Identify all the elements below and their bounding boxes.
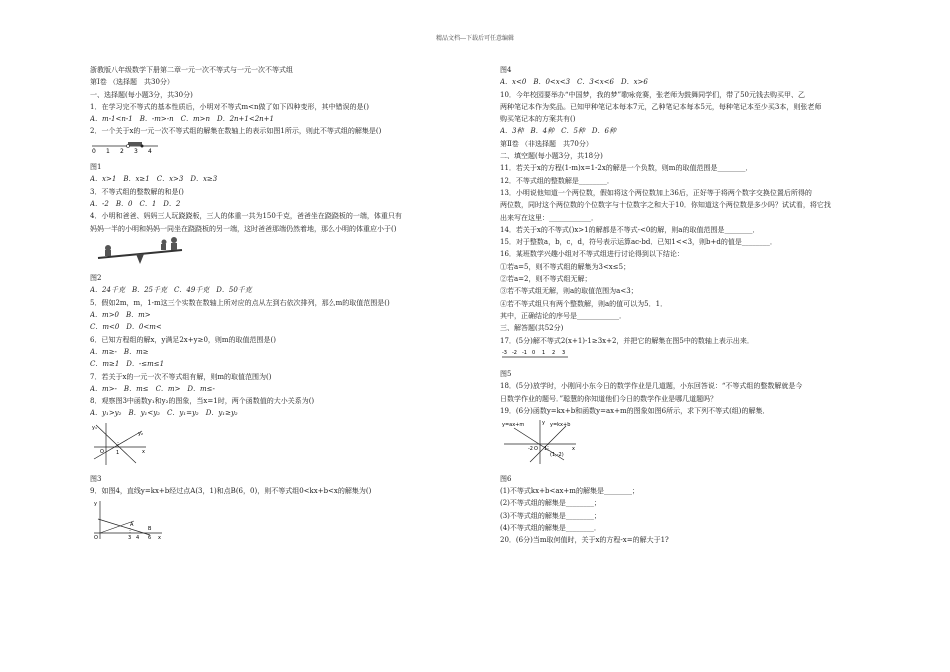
fig4-label: A (130, 521, 134, 528)
fig5-tick: 1 (542, 349, 546, 356)
text-line: ③若不等式组无解，则a的取值范围为a<3； (500, 287, 638, 296)
fig4-label: O (94, 534, 98, 541)
text-line: 9．如图4，直线y=kx+b经过点A(3，1)和点B(6，0)，则不等式组0<kx+b<x的解集为() (90, 487, 372, 496)
fig4-label: 3 (128, 534, 132, 541)
text-line: 二、填空题(每小题3分，共18分) (500, 152, 603, 161)
answer-options: C．m≥1 D．-≤m≤1 (90, 360, 165, 369)
fig4-label: 6 (148, 534, 152, 541)
fig6-label: (1,-2) (550, 452, 564, 459)
function-graph-figure-6 (500, 418, 580, 466)
text-line: 16．某班数学兴趣小组对不等式组进行讨论得到以下结论： (500, 250, 684, 259)
answer-options: C．m<0 D．0<m< (90, 323, 162, 332)
answer-options: A．-2 B．0 C．1 D．2 (90, 199, 181, 208)
seesaw-figure (90, 236, 190, 266)
text-line: 日数学作业的题号．”聪慧的你知道他们今日的数学作业是哪几道题吗？ (500, 394, 718, 403)
text-line: 6．已知方程组的解x，y满足2x+y≥0，则m的取值范围是() (90, 335, 276, 344)
answer-options: A．x<0 B．0<x<3 C．3<x<6 D．x>6 (500, 78, 648, 87)
figure-caption: 图1 (90, 163, 102, 172)
fig3-label: y₂ (138, 430, 143, 437)
text-line: 1．在学习完不等式的基本性质后，小明对不等式m<n做了如下四种变形，其中错误的是() (90, 102, 369, 111)
fig1-tick: 1 (106, 147, 110, 155)
fig3-label: O (100, 448, 104, 455)
figure-caption: 图6 (500, 474, 512, 483)
function-graph-figure-3 (90, 421, 150, 467)
fig6-label: O (534, 446, 538, 453)
text-line: 浙教版八年级数学下册第二章一元一次不等式与一元一次不等式组 (90, 66, 293, 74)
fig5-tick: -3 (502, 349, 507, 356)
text-line: 妈妈一半的小明和妈妈一同坐在跷跷板的另一端，这时爸爸那端仍然着地，那么小明的体重应小于() (90, 224, 397, 233)
fig3-label: x (142, 448, 145, 455)
figure-caption: 图4 (500, 66, 512, 74)
fig1-ticks (92, 148, 152, 155)
line-graph-figure-4 (90, 499, 164, 541)
fig1-tick: 3 (134, 147, 138, 155)
text-line: ①若a=5，则不等式组的解集为3<x≤5； (500, 262, 631, 271)
text-line: 7．若关于x的一元一次不等式组有解，则m的取值范围为() (90, 372, 272, 381)
fig6-label: y (542, 420, 545, 427)
fig6-label: -2 (528, 446, 533, 453)
text-line: 20．(6分)当m取何值时，关于x的方程-x=的解大于1? (500, 536, 669, 545)
fig6-label: 1 (544, 446, 548, 453)
right-column (500, 64, 880, 546)
text-line: 两种笔记本作为奖品。已知甲种笔记本每本7元，乙种笔记本每本5元，每种笔记本至少买3本，则张老师 (500, 102, 822, 111)
answer-options: A．m>- B．m≤ C．m> D．m≤- (90, 384, 215, 393)
fig5-ticks (502, 350, 565, 356)
fig3-label: y₁ (92, 424, 97, 431)
text-line: 第Ⅰ卷 （选择题 共30分） (90, 78, 174, 87)
text-line: 一、选择题(每小题3分，共30分) (90, 90, 193, 99)
text-line: (4)不等式组的解集是________． (500, 523, 601, 532)
fig1-tick: 4 (148, 147, 152, 155)
fig4-label: x (158, 534, 161, 541)
text-line: 5．假如2m，m，1-m这三个实数在数轴上所对应的点从左到右依次排列，那么m的取值范围是() (90, 298, 390, 307)
fig6-label: y=ax+m (502, 422, 525, 429)
fig5-tick: 3 (562, 349, 566, 356)
figure-caption: 图3 (90, 475, 102, 484)
fig6-labels (502, 420, 575, 458)
page-header: 精品文档---下载后可任意编辑 (435, 35, 515, 42)
fig5-tick: 0 (532, 349, 536, 356)
fig3-label: 1 (116, 449, 120, 456)
text-line: 2．一个关于x的一元一次不等式组的解集在数轴上的表示如图1所示，则此不等式组的解集是() (90, 127, 382, 136)
figure-caption: 图2 (90, 274, 102, 283)
text-line: 18．(5分)放学时，小刚问小东今日的数学作业是几道题，小东回答说：“不等式组的整数解就是今 (500, 382, 803, 391)
fig5-tick: -1 (522, 349, 527, 356)
text-line: 10．今年校园要举办“中国梦，我的梦”歌咏竞赛，张老师为鼓舞同学们，带了50元钱去购买甲、乙 (500, 90, 805, 99)
answer-options: A．m-1<n-1 B．-m>-n C．m>n D．2n+1<2n+1 (90, 115, 274, 124)
answer-options: A．m>0 B．m> (90, 311, 151, 320)
fig1-tick: 2 (120, 147, 124, 155)
number-line-figure-5 (500, 348, 570, 362)
text-line: 13．小明说他知道一个两位数，假如将这个两位数加上36后，正好等于将两个数字交换位置后所得的 (500, 188, 812, 197)
text-line: 17．(5分)解不等式2(x+1)-1≥3x+2，并把它的解集在图5中的数轴上表示出来． (500, 336, 754, 345)
fig6-label: x (572, 446, 575, 453)
text-line: 15．对于整数a，b，c，d，符号表示运算ac-bd．已知1<<3，则b+d的值是________． (500, 238, 777, 247)
fig5-tick: -2 (512, 349, 517, 356)
text-line: ②若a=2，则不等式组无解； (500, 275, 592, 284)
text-line: 两位数，同时这个两位数的个位数字与十位数字之和大于10．你知道这个两位数是多少吗？试试看，将它找 (500, 201, 831, 210)
fig4-label: y (94, 500, 97, 507)
text-line: 11．若关于x的方程(1-m)x=1-2x的解是一个负数，则m的取值范围是________． (500, 164, 753, 173)
fig6-label: y=kx+b (550, 422, 571, 429)
left-column (90, 64, 465, 547)
answer-options: A．24千克 B．25千克 C．49千克 D．50千克 (90, 286, 252, 295)
answer-options: A．m≥- B．m≥ (90, 347, 149, 356)
text-line: 其中，正确结论的序号是____________． (500, 311, 626, 320)
fig5-tick: 2 (552, 349, 556, 356)
text-line: 3．不等式组的整数解的和是() (90, 187, 184, 196)
fig4-label: B (148, 525, 152, 532)
text-line: 14．若关于x的不等式()x>1的解都是不等式-<0的解，则a的取值范围是________． (500, 225, 760, 234)
text-line: (2)不等式组的解集是________； (500, 499, 601, 508)
text-line: (1)不等式kx+b<ax+m的解集是________； (500, 486, 639, 495)
text-line: ④若不等式组只有两个整数解，则a的值可以为5．1． (500, 299, 668, 308)
number-line-figure-1 (90, 139, 160, 155)
text-line: (3)不等式组的解集是________； (500, 511, 601, 520)
fig1-tick: 0 (92, 147, 96, 155)
text-line: 4．小明和爸爸、妈妈三人玩跷跷板，三人的体重一共为150千克，爸爸坐在跷跷板的一端，体重只有 (90, 212, 402, 221)
text-line: 购买笔记本的方案共有() (500, 115, 576, 124)
text-line: 三、解答题(共52分) (500, 324, 564, 333)
text-line: 8．观察图3中函数y₁和y₂的图象，当x=1时，两个函数值的大小关系为() (90, 397, 315, 406)
fig3-labels (92, 425, 145, 456)
answer-options: A．y₁>y₂ B．y₁<y₂ C．y₁=y₂ D．y₁≥y₂ (90, 409, 238, 418)
answer-options: A．3种 B．4种 C．5种 D．6种 (500, 127, 616, 136)
figure-caption: 图5 (500, 370, 512, 379)
fig4-label: 4 (136, 534, 140, 541)
answer-options: A．x>1 B．x≥1 C．x>3 D．x≥3 (90, 175, 218, 184)
text-line: 12．不等式组的整数解是________． (500, 176, 614, 185)
text-line: 19．(6分)函数y=kx+b和函数y=ax+m的图象如图6所示，求下列不等式(组)的解集． (500, 407, 770, 416)
text-line: 第Ⅱ卷 （非选择题 共70分） (500, 139, 593, 148)
text-line: 出来写在这里：____________． (500, 213, 598, 222)
